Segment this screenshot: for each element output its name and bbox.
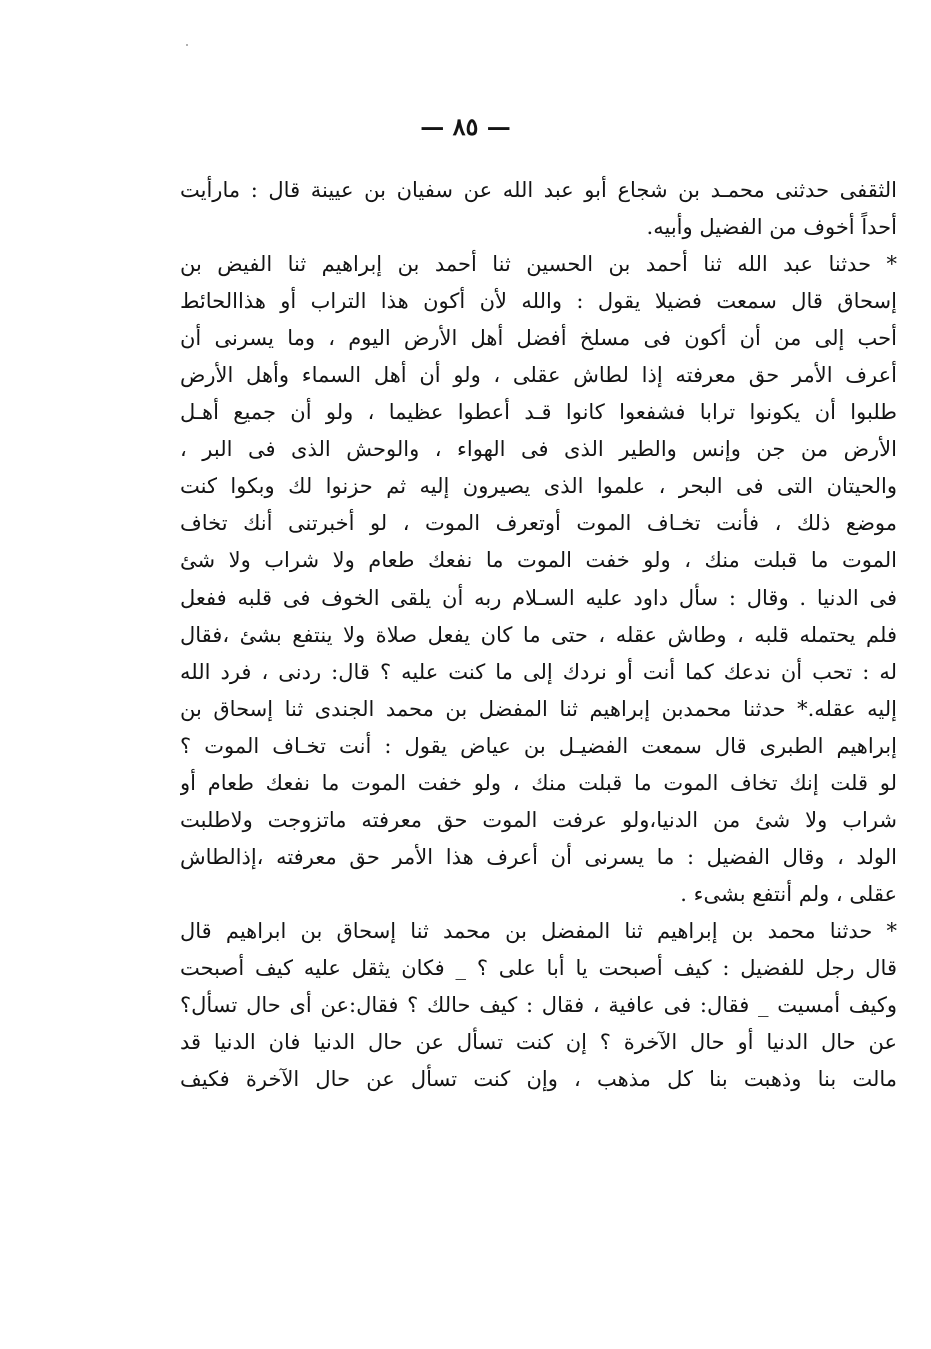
text-line: قال رجل للفضيل : كيف أصبحت يا أبا على ؟ _ فكان يثقل عليه كيف أصبحت — [180, 955, 897, 980]
text-line: أحب إلى من أن أكون فى مسلخ أفضل أهل الأرض اليوم ، وما يسرنى أن — [180, 326, 897, 351]
text-line: عن حال الدنيا أو حال الآخرة ؟ إن كنت تسأل عن حال الدنيا فان الدنيا قد — [180, 1030, 897, 1055]
text-line: طلبوا أن يكونوا ترابا فشفعوا كانوا قـد أعطوا عظيما ، ولو أن جميع أهـل — [180, 400, 897, 425]
body-text — [180, 172, 897, 1098]
text-line: إليه عقله.* حدثنا محمدبن إبراهيم ثنا المفضل بن محمد الجندى ثنا إسحاق بن — [180, 696, 897, 721]
page-speck — [186, 44, 188, 46]
text-line: فى الدنيا . وقال : سأل داود عليه السـلام ربه أن يلقى الخوف فى قلبه ففعل — [180, 585, 897, 610]
text-line: عقلى ، ولم أنتفع بشىء . — [680, 881, 897, 906]
text-line: شراب ولا شئ من الدنيا،ولو عرفت الموت حق معرفته ماتزوجت ولاطلبت — [180, 807, 897, 832]
text-line: لو قلت إنك تخاف الموت ما قبلت منك ، ولو خفت الموت ما نفعك طعام أو — [180, 770, 897, 795]
text-line: الولد ، وقال الفضيل : ما يسرنى أن أعرف هذا الأمر حق معرفته ،إذالطاش — [180, 844, 897, 869]
text-line: والحيتان التى فى البحر ، علموا الذى يصيرون إليه ثم حزنوا لك وبكوا كنت — [180, 474, 897, 499]
text-line: الثقفى حدثنى محمـد بن شجاع أبو عبد الله عن سفيان بن عيينة قال : مارأيت — [180, 178, 897, 202]
text-line: * حدثنا محمد بن إبراهيم ثنا المفضل بن محمد ثنا إسحاق بن ابراهيم قال — [180, 918, 897, 943]
text-line: مالت بنا وذهبت بنا كل مذهب ، وإن كنت تسأل عن حال الآخرة فكيف — [180, 1067, 897, 1092]
text-line: أعرف الأمر حق معرفته إذا لطاش عقلى ، ولو أن أهل السماء وأهل الأرض — [180, 363, 897, 388]
page-number: — ٨٥ — — [420, 112, 511, 141]
text-line: الموت ما قبلت منك ، ولو خفت الموت ما نفعك طعام ولا شراب ولا شئ — [180, 548, 897, 573]
text-line: موضع ذلك ، فأنت تخـاف الموت أوتعرف الموت ، لو أخبرتنى أنك تخاف — [180, 511, 897, 536]
text-line: فلم يحتمله قلبه ، وطاش عقله ، حتى ما كان يفعل صلاة ولا ينتفع بشئ ،فقال — [180, 622, 897, 647]
text-line: أحداً أخوف من الفضيل وأبيه. — [646, 215, 897, 240]
text-line: له : تحب أن ندعك كما أنت أو نردك إلى ما كنت عليه ؟ قال: ردنى ، فرد الله — [180, 659, 897, 684]
text-line: الأرض من جن وإنس والطير الذى فى الهواء ، والوحش الذى فى البر ، — [180, 437, 897, 462]
text-line: * حدثنا عبد الله ثنا أحمد بن الحسين ثنا أحمد بن إبراهيم ثنا الفيض بن — [180, 252, 897, 277]
text-line: إبراهيم الطبرى قال سمعت الفضيـل بن عياض يقول : أنت تخـاف الموت ؟ — [180, 733, 897, 758]
text-line: وكيف أمسيت _ فقال: فى عافية ، فقال : كيف حالك ؟ فقال:عن أى حال تسأل؟ — [180, 993, 897, 1018]
text-line: إسحاق قال سمعت فضيلا يقول : والله لأن أكون هذا التراب أو هذاالحائط — [180, 289, 897, 314]
